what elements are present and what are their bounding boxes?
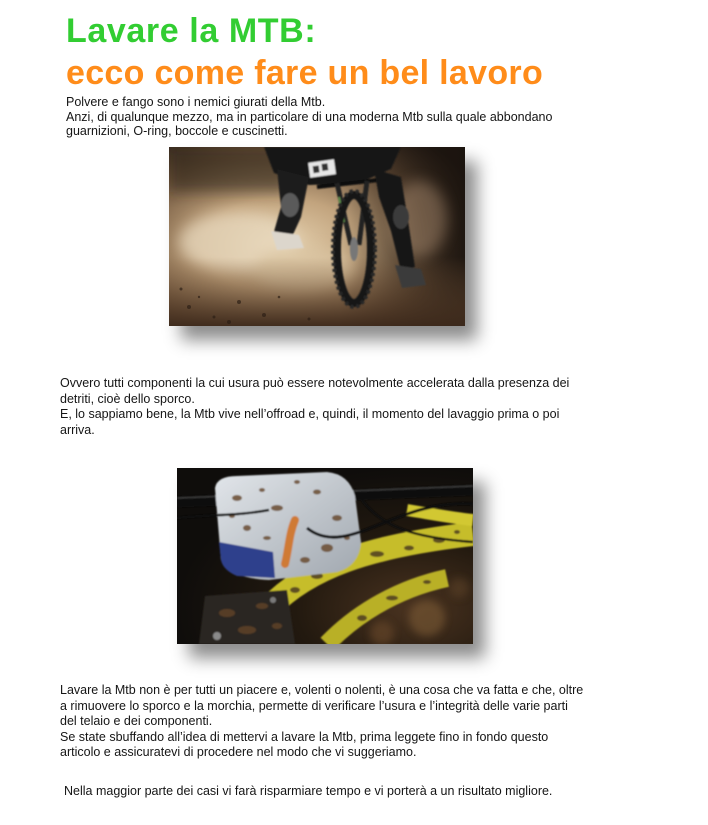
text-line: Ovvero tutti componenti la cui usura può essere notevolmente accelerata dalla presenza dei xyxy=(60,376,570,390)
text-line: Lavare la Mtb non è per tutti un piacere e, volenti o nolenti, è una cosa che va fatta e che, oltre xyxy=(60,683,584,697)
text-line: E, lo sappiamo bene, la Mtb vive nell’offroad e, quindi, il momento del lavaggio prima o poi xyxy=(60,407,560,421)
paragraph-why-wash xyxy=(60,683,583,761)
text-line: articolo e assicuratevi di procedere nel modo che vi suggeriamo. xyxy=(60,745,417,759)
text-line: a rimuovere lo sporco e la morchia, permette di verificare l’usura e l’integrità delle varie parti xyxy=(60,698,568,713)
text-line: arriva. xyxy=(60,422,95,437)
text-line: Anzi, di qualunque mezzo, ma in particolare di una moderna Mtb sulla quale abbondano xyxy=(66,109,553,124)
title-line-1: Lavare la MTB: xyxy=(66,12,317,50)
paragraph-closing xyxy=(64,784,552,800)
text-line: del telaio e dei componenti. xyxy=(60,714,213,728)
article-title xyxy=(66,10,543,94)
text-line: detriti, cioè dello sporco. xyxy=(60,391,195,406)
paragraph-components xyxy=(60,376,569,438)
title-line-2: ecco come fare un bel lavoro xyxy=(66,54,544,92)
muddy-frame-photo xyxy=(177,468,473,644)
text-line: Se state sbuffando all’idea di mettervi a lavare la Mtb, prima leggete fino in fondo questo xyxy=(60,729,549,744)
text-line: Polvere e fango sono i nemici giurati della Mtb. xyxy=(66,95,326,109)
text-line: guarnizioni, O-ring, boccole e cuscinetti. xyxy=(66,124,288,138)
paragraph-intro xyxy=(66,95,552,139)
mtb-rider-dust-photo xyxy=(169,147,465,326)
text-line: Nella maggior parte dei casi vi farà risparmiare tempo e vi porterà a un risultato migliore. xyxy=(64,784,553,798)
